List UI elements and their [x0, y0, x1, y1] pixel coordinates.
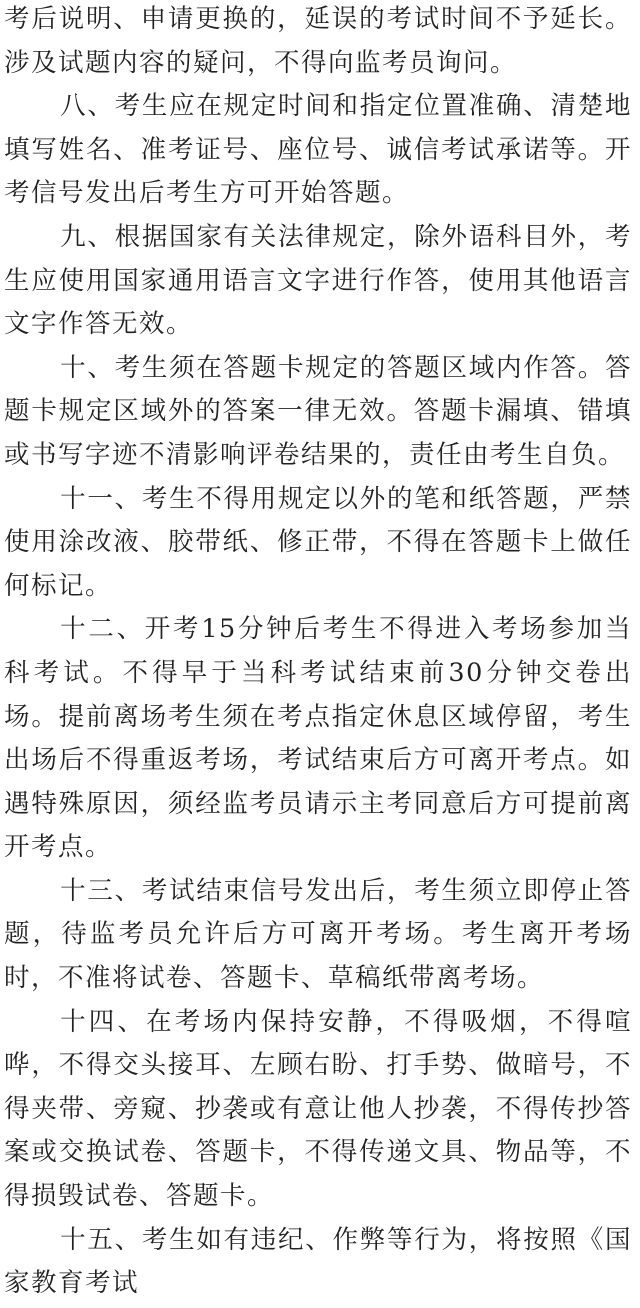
paragraph-rule-10: 十、考生须在答题卡规定的答题区域内作答。答题卡规定区域外的答案一律无效。答题卡漏填、错填或书写字迹不清影响评卷结果的，责任由考生自负。: [4, 352, 632, 470]
paragraph-continuation: 考后说明、申请更换的，延误的考试时间不予延长。涉及试题内容的疑问，不得向监考员询问。: [4, 4, 632, 78]
paragraph-rule-12: 十二、开考15分钟后考生不得进入考场参加当科考试。不得早于当科考试结束前30分钟交卷出场。提前离场考生须在考点指定休息区域停留，考生出场后不得重返考场，考试结束后方可离开考点。如遇特殊原因，须经监考员请示主考同意后方可提前离开考点。: [4, 614, 632, 863]
paragraph-rule-8: 八、考生应在规定时间和指定位置准确、清楚地填写姓名、准考证号、座位号、诚信考试承诺等。开考信号发出后考生方可开始答题。: [4, 91, 632, 209]
paragraph-rule-11: 十一、考生不得用规定以外的笔和纸答题，严禁使用涂改液、胶带纸、修正带，不得在答题卡上做任何标记。: [4, 483, 632, 601]
paragraph-rule-15: 十五、考生如有违纪、作弊等行为，将按照《国家教育考试: [4, 1224, 632, 1299]
paragraph-rule-14: 十四、在考场内保持安静，不得吸烟，不得喧哗，不得交头接耳、左顾右盼、打手势、做暗号，不得夹带、旁窥、抄袭或有意让他人抄袭，不得传抄答案或交换试卷、答题卡，不得传递文具、物品等，不得损毁试卷、答题卡。: [4, 1006, 632, 1212]
paragraph-rule-13: 十三、考试结束信号发出后，考生须立即停止答题，待监考员允许后方可离开考场。考生离开考场时，不准将试卷、答题卡、草稿纸带离考场。: [4, 875, 632, 994]
paragraph-rule-9: 九、根据国家有关法律规定，除外语科目外，考生应使用国家通用语言文字进行作答，使用其他语言文字作答无效。: [4, 221, 632, 340]
